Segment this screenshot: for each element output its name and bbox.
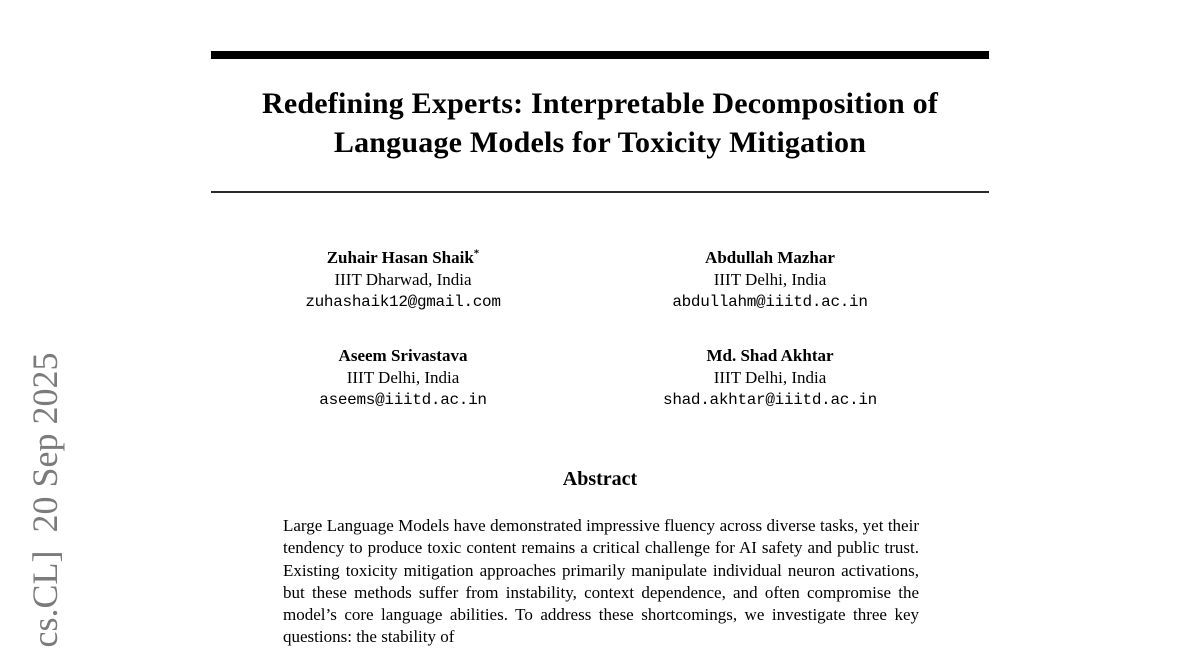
author-name: Aseem Srivastava xyxy=(338,346,468,365)
author-name: Abdullah Mazhar xyxy=(705,248,835,267)
author-email: shad.akhtar@iiitd.ac.in xyxy=(663,391,877,409)
author-name: Md. Shad Akhtar xyxy=(706,346,834,365)
author-affiliation: IIIT Delhi, India xyxy=(346,368,460,387)
author-affiliation: IIIT Dharwad, India xyxy=(334,270,472,289)
title-bottom-rule xyxy=(211,191,989,193)
arxiv-sidebar-stamp: cs.CL] 20 Sep 2025 xyxy=(25,352,65,648)
title-top-rule xyxy=(211,51,989,59)
author-block-4 xyxy=(570,345,970,411)
author-email: abdullahm@iiitd.ac.in xyxy=(672,293,868,311)
author-block-3 xyxy=(203,345,603,411)
abstract-paragraph: Large Language Models have demonstrated impressive fluency across diverse tasks, yet their tendency to produce toxic content remains a critical challenge for AI safety and public trust. Existing toxicity mitigation approaches primarily manipulate individual neuron activations, but these methods suffer from instability, context dependence, and often compromise the model’s core language abilities. To address these shortcomings, we investigate three key questions: the stability of xyxy=(283,516,919,647)
author-affiliation: IIIT Delhi, India xyxy=(713,368,827,387)
author-email: zuhashaik12@gmail.com xyxy=(305,293,501,311)
author-name: Zuhair Hasan Shaik* xyxy=(326,247,480,267)
paper-title-line1: Redefining Experts: Interpretable Decomposition of xyxy=(261,87,939,120)
abstract-heading: Abstract xyxy=(562,468,638,490)
paper-title-line2: Language Models for Toxicity Mitigation xyxy=(333,126,867,159)
author-email: aseems@iiitd.ac.in xyxy=(319,391,487,409)
author-block-1 xyxy=(203,247,603,313)
author-affiliation: IIIT Delhi, India xyxy=(713,270,827,289)
paper-title xyxy=(0,84,1200,162)
author-footnote-asterisk: * xyxy=(473,247,480,260)
author-block-2 xyxy=(570,247,970,313)
